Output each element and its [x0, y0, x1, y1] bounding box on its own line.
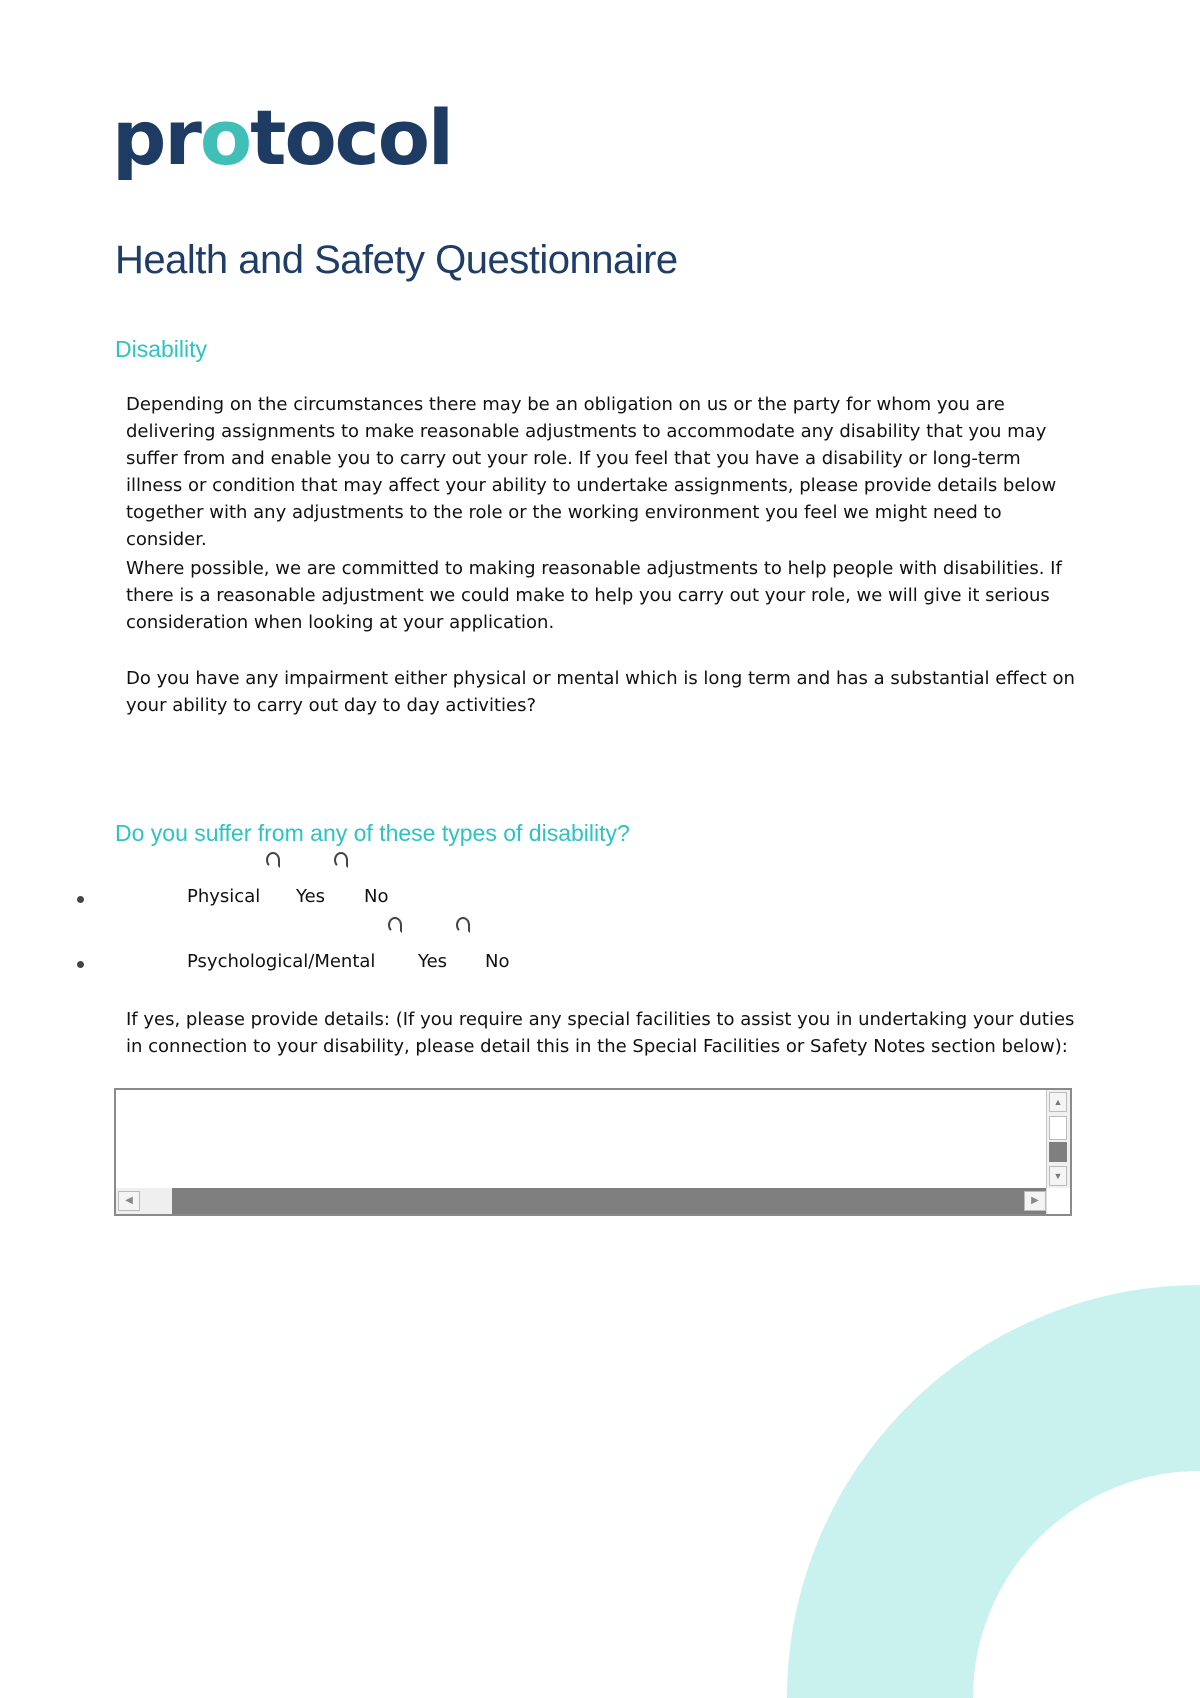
psychological-no-label[interactable]: No	[485, 951, 510, 972]
physical-row	[0, 886, 800, 914]
scroll-right-icon[interactable]: ▶	[1024, 1191, 1046, 1211]
disability-paragraph-3: Do you have any impairment either physical or mental which is long term and has a substantial effect on your ability to carry out day to day activities?	[126, 668, 1075, 716]
disability-types-heading: Do you suffer from any of these types of disability?	[115, 820, 630, 846]
psychological-no-radio[interactable]	[456, 917, 470, 933]
physical-no-radio[interactable]	[334, 852, 348, 868]
scroll-left-icon[interactable]: ◀	[118, 1191, 140, 1211]
scroll-track[interactable]	[1049, 1116, 1067, 1140]
protocol-logo: protocol	[112, 93, 452, 182]
horizontal-scrollbar[interactable]	[116, 1188, 1048, 1214]
disability-paragraph-2: Where possible, we are committed to making reasonable adjustments to help people with disabilities. If there is a reasonable adjustment we could make to help you carry out your role, we will give it serious consideration when looking at your application.	[126, 558, 1062, 633]
psychological-row	[0, 951, 800, 979]
psychological-label: Psychological/Mental	[187, 951, 376, 972]
physical-no-label[interactable]: No	[364, 886, 389, 907]
scrollbar-corner	[1046, 1188, 1070, 1214]
disability-heading: Disability	[115, 336, 208, 362]
scroll-thumb[interactable]	[1049, 1142, 1067, 1162]
bullet-icon	[77, 896, 84, 903]
vertical-scrollbar[interactable]	[1046, 1090, 1070, 1190]
psychological-yes-label[interactable]: Yes	[418, 951, 448, 972]
details-textarea[interactable]	[114, 1088, 1072, 1216]
bullet-icon	[77, 961, 84, 968]
details-prompt: If yes, please provide details: (If you require any special facilities to assist you in undertaking your duties in connection to your disability, please detail this in the Special Facilities or Safety Notes section below):	[126, 1009, 1075, 1057]
psychological-yes-radio[interactable]	[388, 917, 402, 933]
disability-paragraph-1: Depending on the circumstances there may be an obligation on us or the party for whom you are delivering assignments to make reasonable adjustments to accommodate any disability that you may suffer from and enable you to carry out your role. If you feel that you have a disability or long-term illness or condition that may affect your ability to undertake assignments, please provide details below together with any adjustments to the role or the working environment you feel we might need to consider.	[126, 394, 1057, 550]
scroll-down-icon[interactable]: ▼	[1049, 1166, 1067, 1186]
physical-label: Physical	[187, 886, 261, 907]
physical-yes-radio[interactable]	[266, 852, 280, 868]
scroll-up-icon[interactable]: ▲	[1049, 1092, 1067, 1112]
page-title: Health and Safety Questionnaire	[115, 238, 678, 282]
physical-yes-label[interactable]: Yes	[296, 886, 326, 907]
